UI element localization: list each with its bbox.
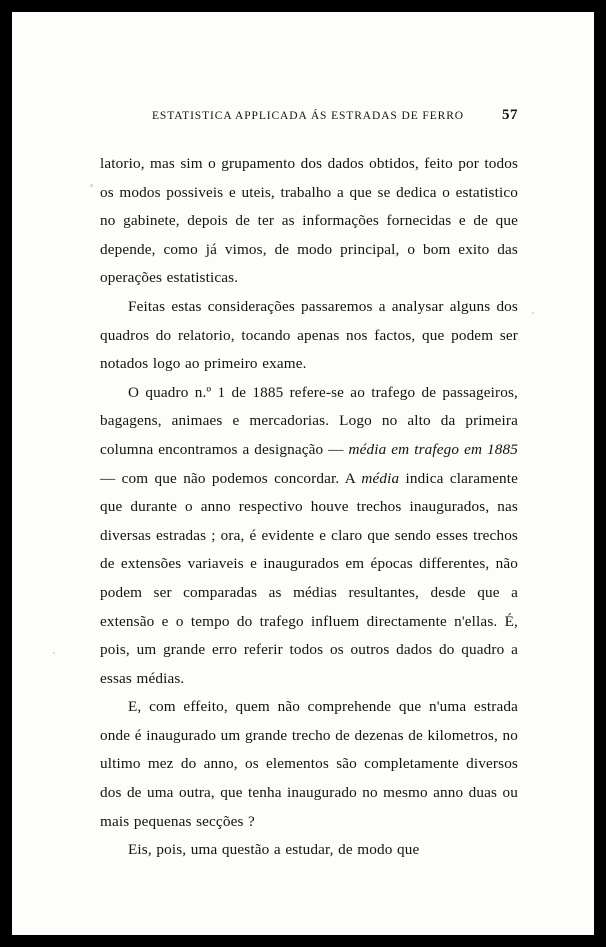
page-number: 57 [502, 107, 518, 123]
paragraph-3-seg-3: indica claramente que durante o anno respectivo houve trechos inaugurados, nas diversas estradas ; ora, é evidente e claro que sendo esses trechos de extensões variaveis e inaugurados em épocas differentes, não podem ser comparadas as médias resultantes, desde que a extensão e o tempo do trafego influem directamente n'ellas. É, pois, um grande erro referir todos os outros dados do quadro a essas médias. [100, 469, 518, 687]
paragraph-4: E, com effeito, quem não comprehende que n'uma estrada onde é inaugurado um grande trecho de dezenas de kilometros, no ultimo mez do anno, os elementos são completamente diversos dos de uma outra, que tenha inaugurado no mesmo anno duas ou mais pequenas secções ? [100, 698, 518, 830]
paragraph-2: Feitas estas considerações passaremos a analysar alguns dos quadros do relatorio, tocando apenas nos factos, que podem ser notados logo ao primeiro exame. [100, 297, 518, 373]
paragraph-5: Eis, pois, uma questão a estudar, de modo que [128, 841, 420, 859]
paper-speck [532, 312, 534, 314]
paper-speck [53, 652, 55, 654]
page-content [100, 107, 518, 865]
paragraph-3 [100, 379, 518, 694]
paper-speck [90, 184, 93, 187]
page-header [100, 107, 518, 124]
paper-sheet [12, 12, 594, 935]
paragraph-3-seg-2: — com que não podemos concordar. A [100, 469, 362, 487]
paragraph-1: latorio, mas sim o grupamento dos dados obtidos, feito por todos os modos possiveis e uteis, trabalho a que se dedica o estatistico no gabinete, depois de ter as informações fornecidas e de que depende, como já vimos, de modo principal, o bom exito das operações estatisticas. [100, 155, 518, 287]
paragraph-3-seg-1: O quadro n.º 1 de 1885 refere-se ao trafego de passageiros, bagagens, animaes e mercadorias. Logo no alto da primeira columna encontramos a designação — [100, 383, 518, 458]
paragraph-3-italic-2: média [361, 469, 400, 487]
running-head: ESTATISTICA APPLICADA ÁS ESTRADAS DE FERRO [152, 110, 464, 122]
paragraph-3-italic-1: média em trafego em 1885 [348, 440, 519, 458]
